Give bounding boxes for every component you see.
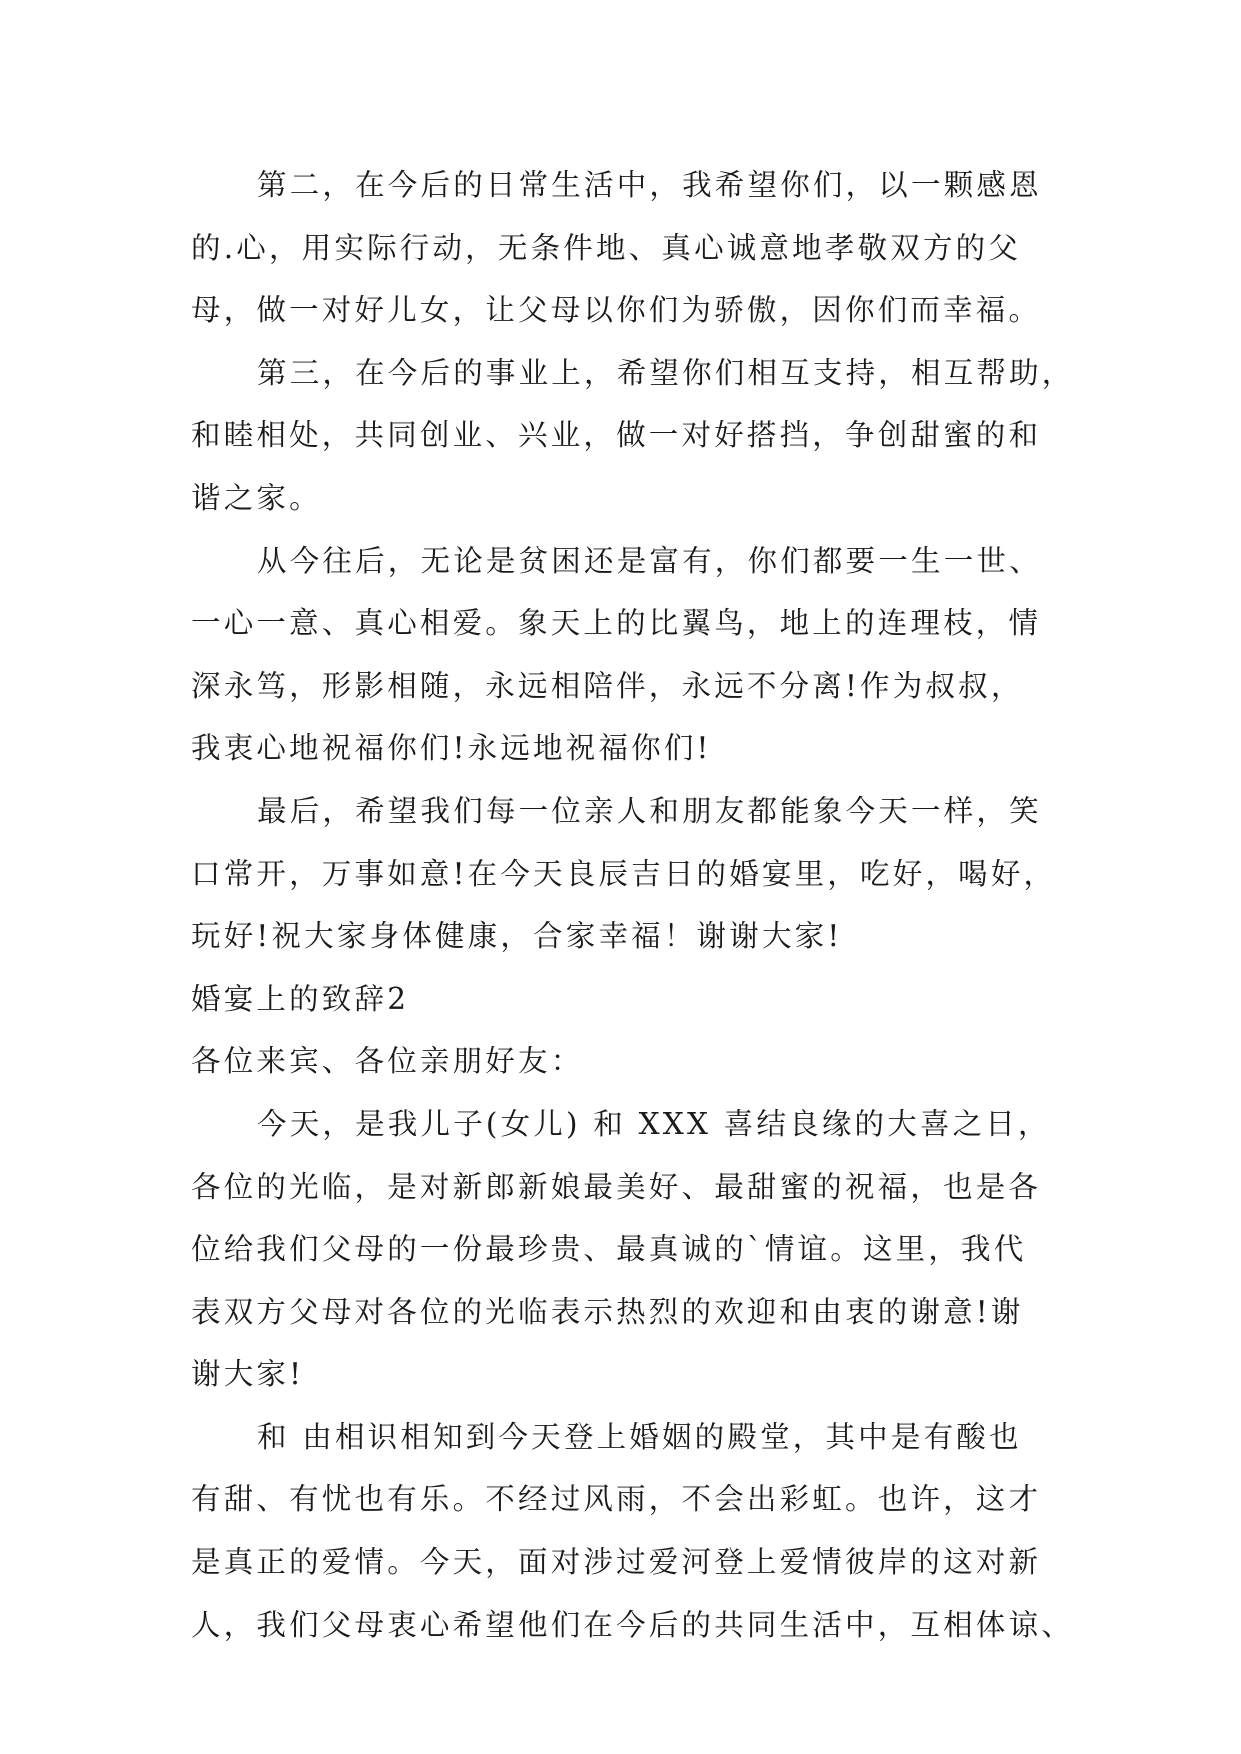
paragraph-line: 表双方父母对各位的光临表示热烈的欢迎和由衷的谢意!谢 <box>191 1294 1024 1329</box>
paragraph-line: 谢大家! <box>191 1357 305 1392</box>
paragraph-line: 第二，在今后的日常生活中，我希望你们，以一颗感恩 <box>257 168 1042 202</box>
paragraph-line: 母，做一对好儿女，让父母以你们为骄傲，因你们而幸福。 <box>191 293 1042 328</box>
paragraph-line: 深永笃，形影相随，永远相陪伴，永远不分离!作为叔叔， <box>191 668 1024 703</box>
paragraph-line: 谐之家。 <box>191 480 322 515</box>
document-body <box>191 154 1075 1656</box>
paragraph-line: 第三，在今后的事业上，希望你们相互支持，相互帮助， <box>257 355 1075 390</box>
paragraph-line: 有甜、有忧也有乐。不经过风雨，不会出彩虹。也许，这才 <box>191 1482 1042 1517</box>
paragraph-line: 各位的光临，是对新郎新娘最美好、最甜蜜的祝福，也是各 <box>191 1169 1042 1204</box>
paragraph-line: 最后，希望我们每一位亲人和朋友都能象今天一样，笑 <box>257 793 1042 828</box>
paragraph-line: 从今往后，无论是贫困还是富有，你们都要一生一世、 <box>257 543 1042 578</box>
section-heading: 婚宴上的致辞2 <box>191 981 410 1016</box>
paragraph-line: 人，我们父母衷心希望他们在今后的共同生活中，互相体谅、 <box>191 1607 1074 1642</box>
paragraph-line: 玩好!祝大家身体健康，合家幸福！谢谢大家! <box>191 919 843 954</box>
paragraph-line: 位给我们父母的一份最珍贵、最真诚的`情谊。这里，我代 <box>191 1232 1027 1267</box>
paragraph-line: 的.心，用实际行动，无条件地、真心诚意地孝敬双方的父 <box>191 230 1022 265</box>
paragraph-line: 口常开，万事如意!在今天良辰吉日的婚宴里，吃好，喝好， <box>191 856 1057 891</box>
salutation: 各位来宾、各位亲朋好友： <box>191 1044 584 1079</box>
paragraph-line: 和睦相处，共同创业、兴业，做一对好搭挡，争创甜蜜的和 <box>191 418 1042 453</box>
paragraph-line: 是真正的爱情。今天，面对涉过爱河登上爱情彼岸的这对新 <box>191 1545 1042 1580</box>
paragraph-line: 和 由相识相知到今天登上婚姻的殿堂，其中是有酸也 <box>257 1419 1022 1454</box>
paragraph-line: 我衷心地祝福你们!永远地祝福你们! <box>191 731 712 766</box>
paragraph-line: 一心一意、真心相爱。象天上的比翼鸟，地上的连理枝，情 <box>191 606 1042 641</box>
paragraph-line: 今天，是我儿子(女儿) 和 XXX 喜结良缘的大喜之日， <box>257 1106 1051 1141</box>
